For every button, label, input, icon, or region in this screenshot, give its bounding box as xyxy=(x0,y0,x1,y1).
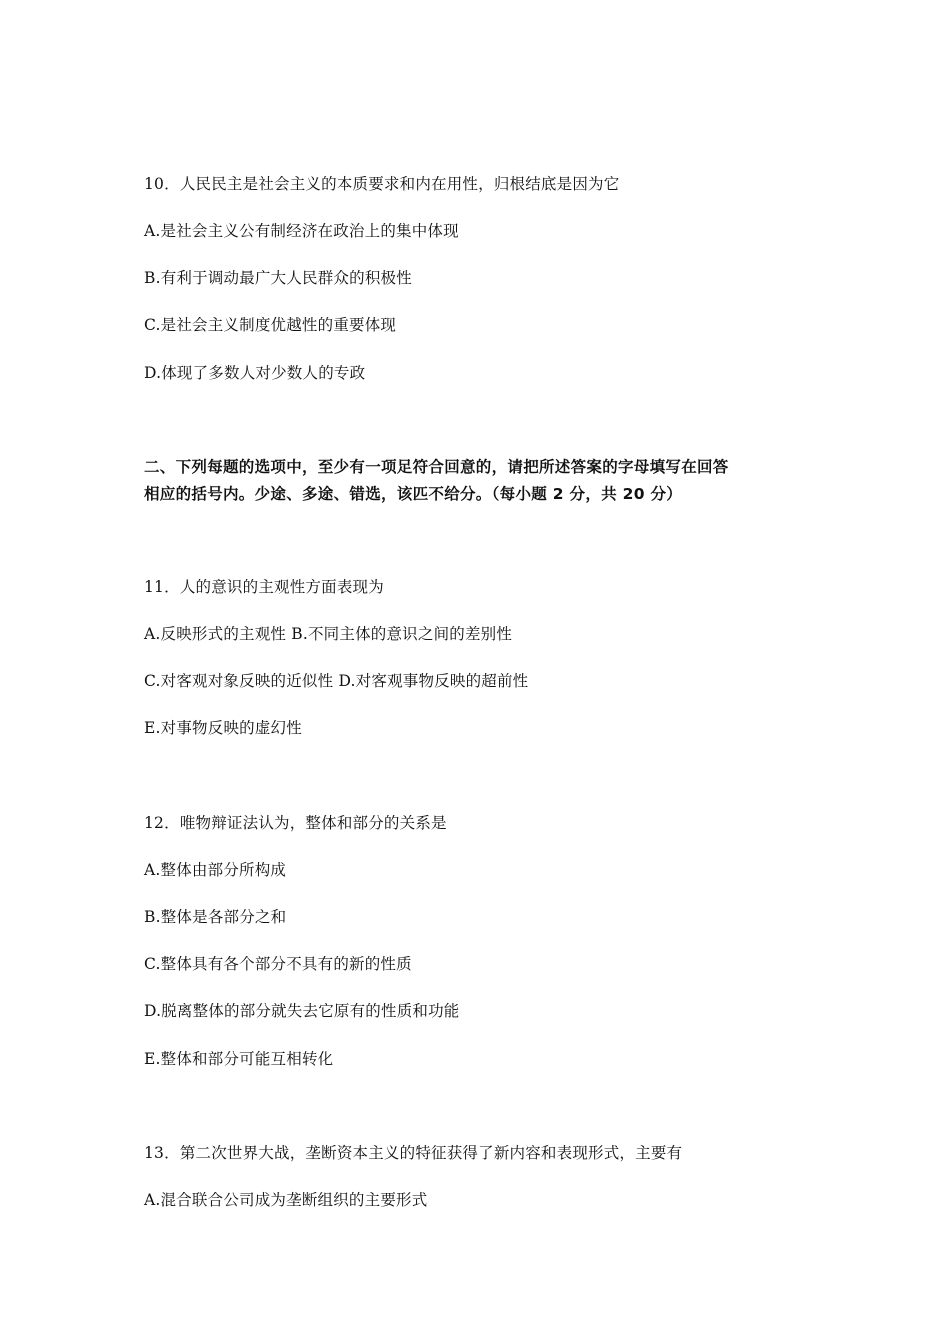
question-13-option-a: A.混合联合公司成为垄断组织的主要形式 xyxy=(144,1191,428,1209)
question-10-option-c: C.是社会主义制度优越性的重要体现 xyxy=(144,316,397,334)
question-11-options-a-b: A.反映形式的主观性 B.不同主体的意识之间的差别性 xyxy=(144,625,513,643)
question-12-stem: 12．唯物辩证法认为，整体和部分的关系是 xyxy=(144,814,447,832)
question-10-stem: 10．人民民主是社会主义的本质要求和内在用性，归根结底是因为它 xyxy=(144,175,620,193)
section-2-instructions-line-1: 二、下列每题的选项中，至少有一项足符合回意的，请把所述答案的字母填写在回答 xyxy=(144,458,729,476)
question-12-option-c: C.整体具有各个部分不具有的新的性质 xyxy=(144,955,412,973)
question-11-options-c-d: C.对客观对象反映的近似性 D.对客观事物反映的超前性 xyxy=(144,672,529,690)
question-12-option-a: A.整体由部分所构成 xyxy=(144,861,287,879)
question-11-option-e: E.对事物反映的虚幻性 xyxy=(144,719,302,737)
question-10-option-a: A.是社会主义公有制经济在政治上的集中体现 xyxy=(144,222,459,240)
question-10-option-d: D.体现了多数人对少数人的专政 xyxy=(144,364,366,382)
question-13-stem: 13．第二次世界大战，垄断资本主义的特征获得了新内容和表现形式，主要有 xyxy=(144,1144,683,1162)
section-2-instructions-line-2: 相应的括号内。少途、多途、错选，该匹不给分。（每小题 2 分，共 20 分） xyxy=(144,485,683,503)
question-12-option-e: E.整体和部分可能互相转化 xyxy=(144,1050,334,1068)
question-10-option-b: B.有利于调动最广大人民群众的积极性 xyxy=(144,269,412,287)
question-12-option-b: B.整体是各部分之和 xyxy=(144,908,287,926)
question-12-option-d: D.脱离整体的部分就失去它原有的性质和功能 xyxy=(144,1002,460,1020)
question-11-stem: 11．人的意识的主观性方面表现为 xyxy=(144,578,384,596)
